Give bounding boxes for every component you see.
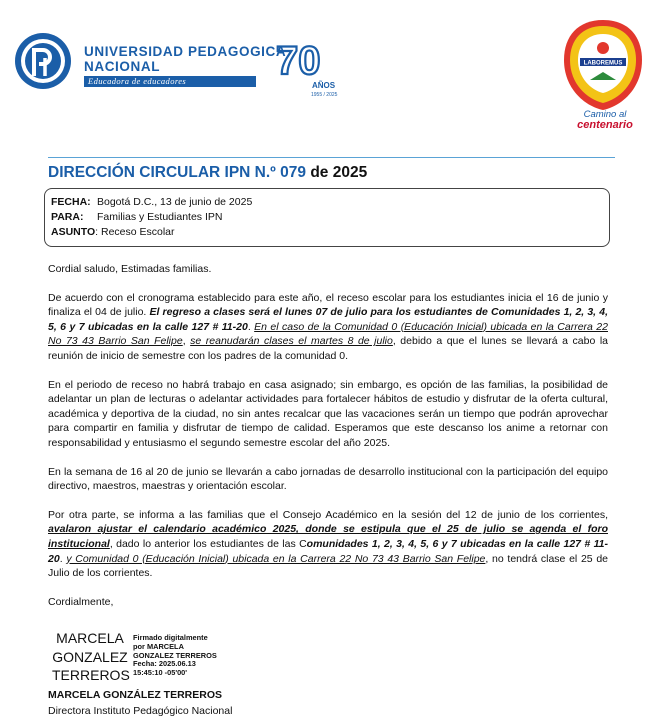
header-divider [48, 157, 615, 158]
anniversary-years: 1955 / 2025 [311, 92, 338, 98]
circular-body [48, 262, 608, 623]
ipn-seal-icon [562, 18, 644, 112]
meta-asunto: ASUNTO: Receso Escolar [51, 226, 175, 238]
paragraph-academic-council: Por otra parte, se informa a las familias que el Consejo Académico en la sesión del 12 de junio de los corrientes, avalaron ajustar el calendario académico 2025, donde se estipula que el 25 de julio se agenda el foro institucional, dado lo anterior los estudiantes de las Comunidades 1, 2, 3, 4, 5, 6 y 7 ubicadas en la calle 127 # 11-20. y Comunidad 0 (Educación Inicial) ubicada en la Carrera 22 No 73 43 Barrio San Felipe, no tendrá clase el 25 de Julio de los corrientes. [48, 508, 608, 580]
anniversary-word: AÑOS [312, 81, 336, 90]
circular-meta-box [44, 188, 610, 247]
seal-tagline: Camino al centenario [577, 109, 633, 131]
signer-name: MARCELA GONZÁLEZ TERREROS [48, 689, 223, 701]
paragraph-return-dates: De acuerdo con el cronograma establecido para este año, el receso escolar para los estudiantes inicia el 16 de junio y finaliza el 04 de julio. El regreso a clases será el lunes 07 de julio para los estudiantes de Comunidades 1, 2, 3, 4, 5, 6 y 7 ubicadas en la calle 127 # 11-20. En el caso de la Comunidad 0 (Educación Inicial) ubicada en la Carrera 22 No 73 43 Barrio San Felipe, se reanudarán clases el martes 8 de julio, debido a que el lunes se llevará a cabo la reunión de inicio de semestre con los padres de la comunidad 0. [48, 291, 608, 362]
greeting: Cordial saludo, Estimadas familias. [48, 263, 212, 275]
university-motto: Educadora de educadores [84, 76, 256, 87]
signer-role: Directora Instituto Pedagógico Nacional [48, 705, 233, 717]
paragraph-institutional-days: En la semana de 16 al 20 de junio se llevarán a cabo jornadas de desarrollo institucional con la participación del equipo directivo, maestros, maestras y orientación escolar. [48, 465, 608, 493]
university-name: UNIVERSIDAD PEDAGOGICA NACIONAL [84, 44, 287, 74]
digital-signature-note: Firmado digitalmente por MARCELA GONZALEZ TERREROS Fecha: 2025.06.13 15:45:10 -05'00' [133, 633, 217, 678]
paragraph-recess-activities: En el periodo de receso no habrá trabajo en casa asignado; sin embargo, es opción de las familias, la posibilidad de adelantar un plan de lecturas o adelantar actividades para fortalecer hábitos de estudio y disfrutar de la oferta cultural, académica y deportiva de la ciudad, no sin antes recalcar que las vacaciones serán un tiempo que podrán aprovechar para compartir en familia y disfrutar de tiempo de calidad. Esperamos que este descanso los anime a retornar con responsabilidad y entusiasmo el segundo semestre escolar del año 2025. [48, 378, 608, 449]
anniversary-number: 70 [276, 39, 321, 83]
anniversary-70-logo [276, 36, 342, 98]
digital-signature-name: MARCELA GONZALEZ TERREROS [52, 630, 130, 683]
seal-text: LABOREMUS [583, 60, 623, 67]
meta-para: PARA: Familias y Estudiantes IPN [51, 211, 223, 223]
meta-fecha: FECHA: Bogotá D.C., 13 de junio de 2025 [51, 196, 253, 208]
circular-title: DIRECCIÓN CIRCULAR IPN N.º 079 de 2025 [48, 164, 368, 181]
upn-logo-icon [14, 32, 72, 90]
closing: Cordialmente, [48, 595, 114, 608]
